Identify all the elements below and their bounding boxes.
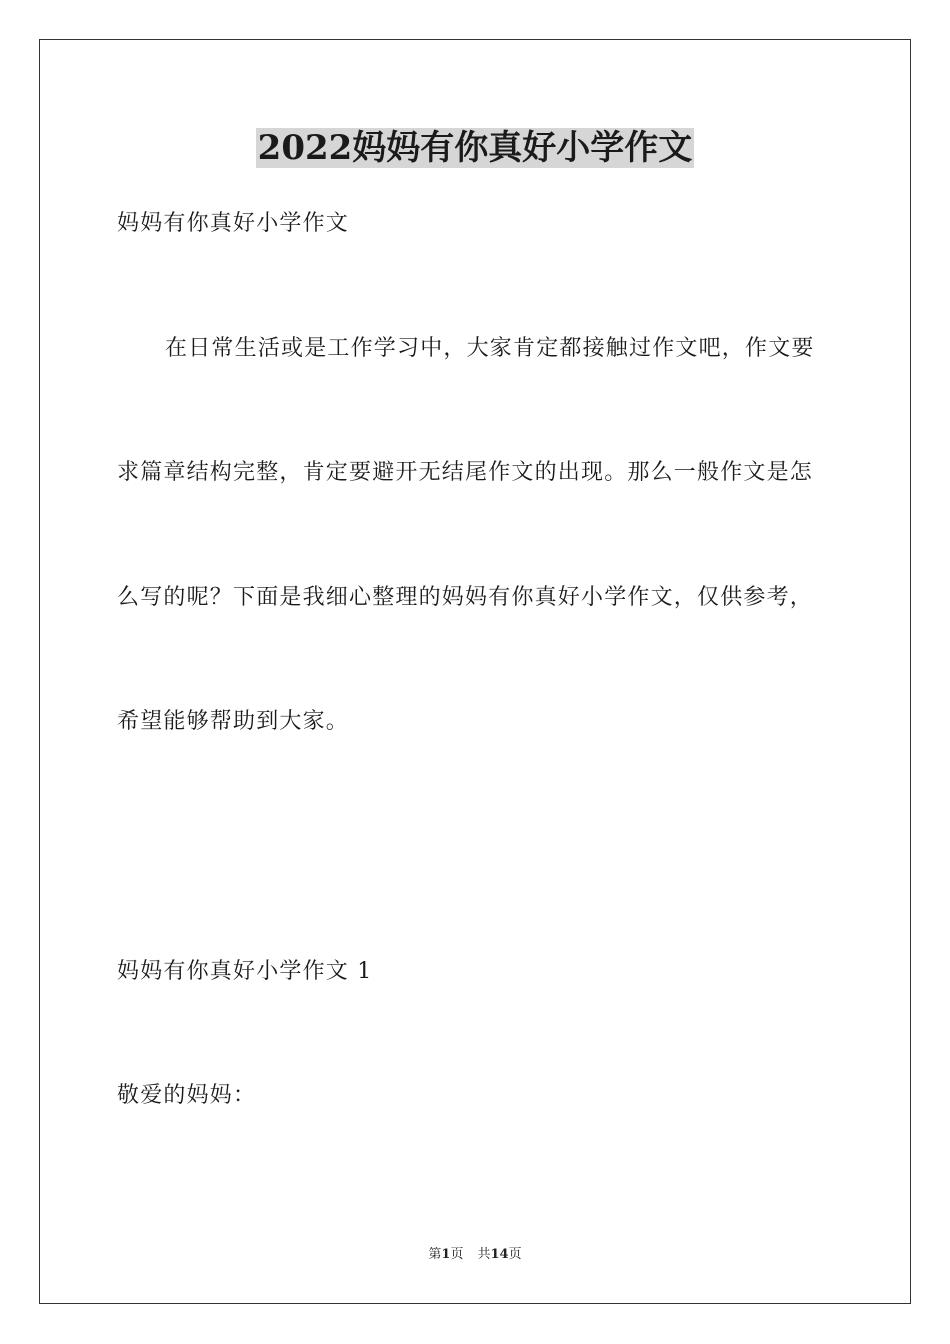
footer-total-pages: 14 [490, 1247, 509, 1262]
intro-line-2: 求篇章结构完整，肯定要避开无结尾作文的出现。那么一般作文是怎 [117, 460, 814, 485]
footer-page-suffix: 页 [450, 1247, 464, 1262]
footer-page-prefix: 第 [428, 1247, 442, 1262]
footer-page-number: 1 [441, 1247, 451, 1262]
section-heading: 妈妈有你真好小学作文 1 [117, 959, 373, 984]
intro-line-1: 在日常生活或是工作学习中，大家肯定都接触过作文吧，作文要 [165, 336, 815, 361]
document-title-text: 2022妈妈有你真好小学作文 [257, 128, 693, 168]
salutation: 敬爱的妈妈： [117, 1083, 257, 1108]
intro-line-3: 么写的呢？下面是我细心整理的妈妈有你真好小学作文，仅供参考， [117, 585, 814, 610]
footer-total-prefix: 共 [477, 1247, 491, 1262]
intro-line-4: 希望能够帮助到大家。 [117, 709, 350, 734]
page-footer [0, 1246, 950, 1264]
document-title [0, 124, 950, 172]
footer-total-suffix: 页 [508, 1247, 522, 1262]
document-subtitle: 妈妈有你真好小学作文 [117, 211, 350, 236]
